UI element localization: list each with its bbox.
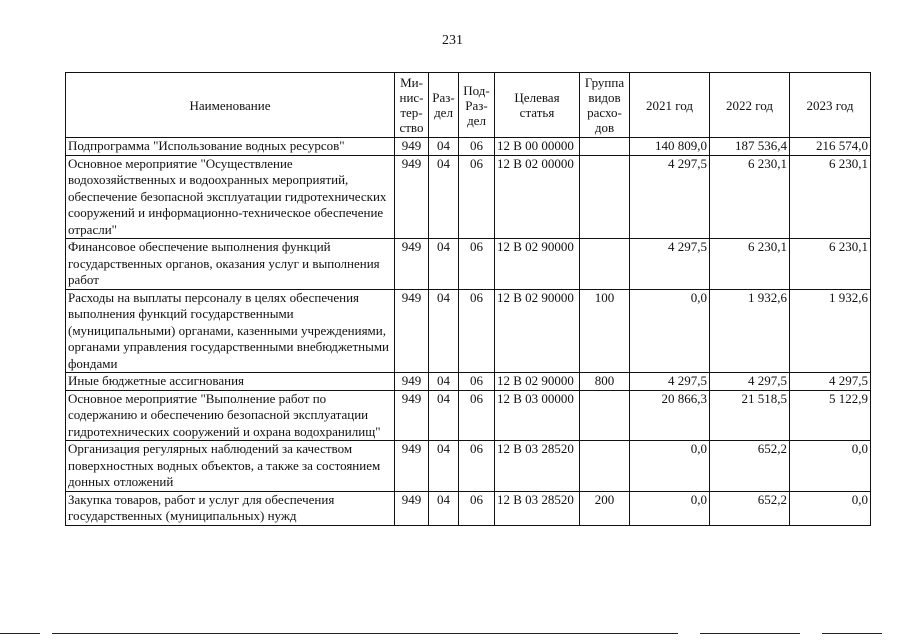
footer-rule-left (0, 633, 40, 634)
row-section: 04 (429, 138, 459, 156)
row-section: 04 (429, 373, 459, 391)
row-group (580, 441, 630, 492)
row-2022: 1 932,6 (710, 289, 790, 373)
row-2022: 652,2 (710, 491, 790, 525)
row-subsection: 06 (459, 441, 495, 492)
row-subsection: 06 (459, 390, 495, 441)
table-row (66, 138, 871, 156)
header-2021: 2021 год (630, 73, 710, 138)
row-2022: 21 518,5 (710, 390, 790, 441)
row-2022: 187 536,4 (710, 138, 790, 156)
header-2022: 2022 год (710, 73, 790, 138)
row-ministry: 949 (395, 138, 429, 156)
row-group (580, 155, 630, 239)
row-2022: 6 230,1 (710, 155, 790, 239)
row-section: 04 (429, 155, 459, 239)
row-subsection: 06 (459, 138, 495, 156)
row-name: Организация регулярных наблюдений за качеством поверхностных водных объектов, а также за состоянием донных отложений (66, 441, 395, 492)
row-2022: 4 297,5 (710, 373, 790, 391)
row-name: Финансовое обеспечение выполнения функций государственных органов, оказания услуг и выполнения работ (66, 239, 395, 290)
footer-rule-main (52, 633, 678, 634)
row-2023: 6 230,1 (790, 239, 871, 290)
row-target: 12 В 02 90000 (495, 373, 580, 391)
row-2021: 140 809,0 (630, 138, 710, 156)
row-2021: 4 297,5 (630, 373, 710, 391)
row-subsection: 06 (459, 155, 495, 239)
row-2023: 5 122,9 (790, 390, 871, 441)
header-ministry: Ми- нис- тер- ство (395, 73, 429, 138)
row-ministry: 949 (395, 373, 429, 391)
row-target: 12 В 03 28520 (495, 491, 580, 525)
row-ministry: 949 (395, 289, 429, 373)
row-2023: 1 932,6 (790, 289, 871, 373)
row-target: 12 В 02 90000 (495, 289, 580, 373)
row-2021: 0,0 (630, 441, 710, 492)
row-group (580, 138, 630, 156)
row-ministry: 949 (395, 239, 429, 290)
footer-rule-right (822, 633, 882, 634)
row-target: 12 В 02 90000 (495, 239, 580, 290)
page-number: 231 (442, 33, 463, 48)
row-section: 04 (429, 441, 459, 492)
row-2021: 0,0 (630, 289, 710, 373)
row-2022: 652,2 (710, 441, 790, 492)
table-row (66, 373, 871, 391)
row-subsection: 06 (459, 289, 495, 373)
row-section: 04 (429, 289, 459, 373)
row-group (580, 239, 630, 290)
row-name: Основное мероприятие "Осуществление водохозяйственных и водоохранных мероприятий, обеспечение безопасной эксплуатации гидротехнических сооружений и информационно-техническое обеспечение отрасли" (66, 155, 395, 239)
row-subsection: 06 (459, 239, 495, 290)
row-2021: 0,0 (630, 491, 710, 525)
budget-table (65, 72, 871, 526)
row-2021: 20 866,3 (630, 390, 710, 441)
row-section: 04 (429, 491, 459, 525)
row-section: 04 (429, 239, 459, 290)
row-group (580, 390, 630, 441)
row-target: 12 В 03 00000 (495, 390, 580, 441)
row-2023: 0,0 (790, 441, 871, 492)
row-target: 12 В 02 00000 (495, 155, 580, 239)
header-target: Целевая статья (495, 73, 580, 138)
table-row (66, 441, 871, 492)
header-section: Раз- дел (429, 73, 459, 138)
row-2021: 4 297,5 (630, 155, 710, 239)
header-group: Группа видов расхо- дов (580, 73, 630, 138)
table-row (66, 491, 871, 525)
row-group: 800 (580, 373, 630, 391)
row-name: Основное мероприятие "Выполнение работ по содержанию и обеспечению безопасной эксплуатации гидротехнических сооружений и охрана водохранилищ" (66, 390, 395, 441)
row-2023: 0,0 (790, 491, 871, 525)
header-name: Наименование (66, 73, 395, 138)
row-ministry: 949 (395, 390, 429, 441)
row-ministry: 949 (395, 441, 429, 492)
row-name: Закупка товаров, работ и услуг для обеспечения государственных (муниципальных) нужд (66, 491, 395, 525)
row-group: 200 (580, 491, 630, 525)
row-2023: 216 574,0 (790, 138, 871, 156)
table-row (66, 239, 871, 290)
row-subsection: 06 (459, 373, 495, 391)
header-2023: 2023 год (790, 73, 871, 138)
row-target: 12 В 00 00000 (495, 138, 580, 156)
table-row (66, 155, 871, 239)
row-section: 04 (429, 390, 459, 441)
table-row (66, 390, 871, 441)
header-subsection: Под- Раз- дел (459, 73, 495, 138)
row-group: 100 (580, 289, 630, 373)
table-row (66, 289, 871, 373)
row-2023: 6 230,1 (790, 155, 871, 239)
row-ministry: 949 (395, 491, 429, 525)
row-2022: 6 230,1 (710, 239, 790, 290)
table-header-row (66, 73, 871, 138)
row-2023: 4 297,5 (790, 373, 871, 391)
row-target: 12 В 03 28520 (495, 441, 580, 492)
footer-rule-mid (700, 633, 800, 634)
row-name: Иные бюджетные ассигнования (66, 373, 395, 391)
row-2021: 4 297,5 (630, 239, 710, 290)
row-subsection: 06 (459, 491, 495, 525)
row-ministry: 949 (395, 155, 429, 239)
row-name: Подпрограмма "Использование водных ресурсов" (66, 138, 395, 156)
row-name: Расходы на выплаты персоналу в целях обеспечения выполнения функций государственными (муниципальными) органами, казенными учреждениями, органами управления государственными внебюджетными фондами (66, 289, 395, 373)
